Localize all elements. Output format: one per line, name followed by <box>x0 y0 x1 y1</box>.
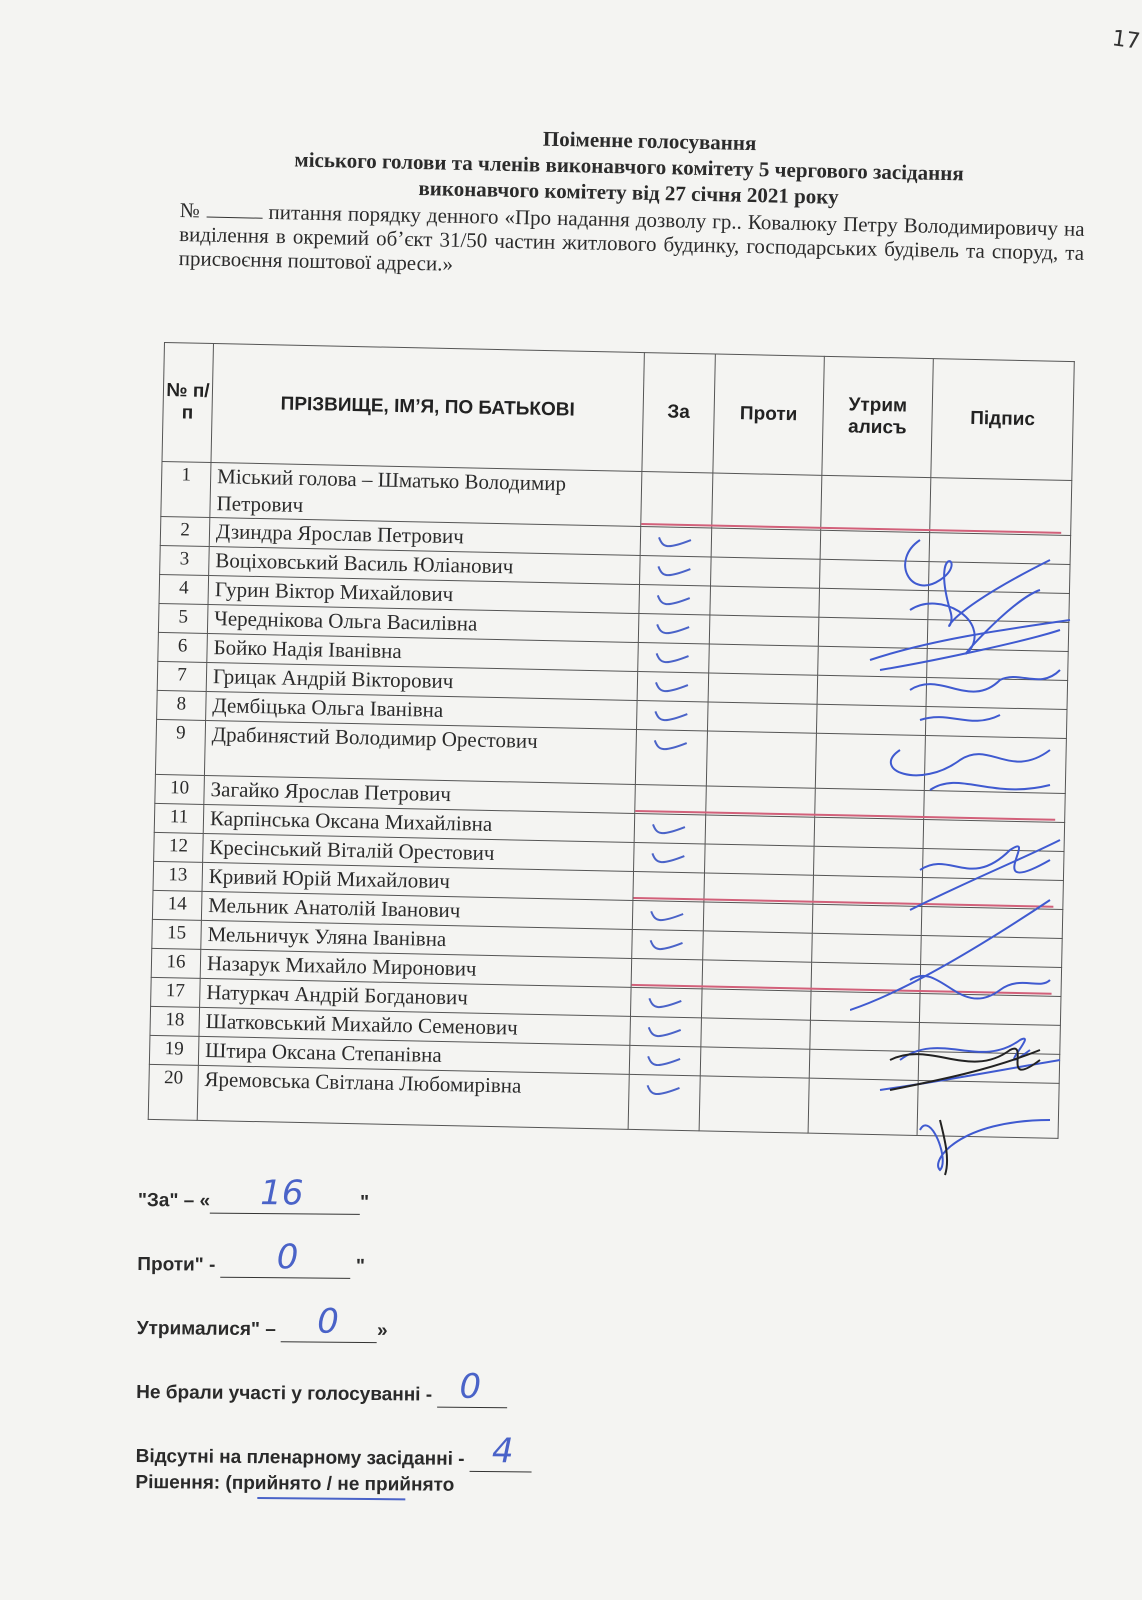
check-mark-icon <box>649 907 685 926</box>
ne-brali-value: 0 <box>459 1366 482 1408</box>
row-number: 2 <box>160 516 210 546</box>
row-number: 14 <box>152 890 202 920</box>
vote-proty-cell <box>701 989 811 1020</box>
proty-end: " <box>355 1255 366 1277</box>
proty-label: Проти" - <box>137 1253 216 1276</box>
row-number: 8 <box>157 690 207 720</box>
vote-za-cell <box>635 729 707 785</box>
vote-proty-cell <box>709 615 819 646</box>
vote-proty-cell <box>711 528 821 559</box>
decision-label: Рішення: (прийнято / не прийнято <box>135 1471 455 1496</box>
vote-proty-cell <box>709 644 819 675</box>
vidsutni-label: Відсутні на пленарному засіданні - <box>135 1445 465 1470</box>
header-za: За <box>642 353 715 473</box>
vote-proty-cell <box>704 844 814 875</box>
vote-za-cell <box>631 958 703 988</box>
vote-proty-cell <box>707 702 817 733</box>
signature-scribbles <box>850 520 1080 1180</box>
vote-za-cell <box>634 813 706 843</box>
signatures-handwritten <box>850 520 1080 1180</box>
member-name: Грицак Андрій Вікторович <box>206 662 638 700</box>
vote-proty-cell <box>700 1047 810 1078</box>
member-name: Кривий Юрій Михайлович <box>202 862 634 900</box>
check-mark-icon <box>650 849 686 868</box>
row-number: 5 <box>158 603 208 633</box>
member-name: Шатковський Михайло Семенович <box>199 1007 631 1045</box>
agenda-description: питання порядку денного «Про надання дозволу гр.. Ковалюку Петру Володимировичу на виділення в окремий об’єкт 31/50 частин житлового будинку, господарських будівель та споруд, та присвоєння поштової адреси.» <box>178 199 1085 276</box>
row-number: 18 <box>150 1006 200 1036</box>
member-name: Драбинястий Володимир Орестович <box>204 720 636 784</box>
number-blank <box>206 217 262 219</box>
check-mark-icon <box>645 1081 681 1100</box>
row-number: 16 <box>151 948 201 978</box>
vidsutni-blank <box>470 1431 532 1473</box>
header-subtitle: міського голови та членів виконавчого комітету 5 чергового засідання <box>294 147 964 186</box>
result-za <box>137 1173 534 1257</box>
vote-za-cell <box>630 987 702 1017</box>
ne-brali-blank <box>437 1366 507 1409</box>
utrym-label: Утрималися" – <box>136 1317 276 1341</box>
check-mark-icon <box>648 936 684 955</box>
vote-za-cell <box>635 784 707 814</box>
vote-za-cell <box>629 1045 701 1075</box>
vote-za-cell <box>640 527 712 557</box>
utrym-end: » <box>377 1320 388 1342</box>
check-mark-icon <box>657 533 693 552</box>
vote-proty-cell <box>702 960 812 991</box>
row-number: 15 <box>152 919 202 949</box>
member-name: Кресінський Віталій Орестович <box>203 833 635 871</box>
member-name: Міський голова – Шматько Володимир Петрович <box>210 463 642 527</box>
member-name: Назарук Михайло Миронович <box>200 949 632 987</box>
row-number: 7 <box>157 661 207 691</box>
vote-za-cell <box>638 614 710 644</box>
check-mark-icon <box>653 707 689 726</box>
utrym-value: 0 <box>317 1301 340 1342</box>
za-end: " <box>359 1191 370 1214</box>
vote-za-cell <box>633 871 705 901</box>
member-name: Мельник Анатолій Іванович <box>201 891 633 929</box>
check-mark-icon <box>647 994 683 1013</box>
member-name: Загайко Ярослав Петрович <box>204 775 636 813</box>
vote-proty-cell <box>704 873 814 904</box>
vote-proty-cell <box>706 786 816 817</box>
vote-proty-cell <box>705 815 815 846</box>
row-number: 17 <box>151 977 201 1007</box>
number-sign: № <box>179 198 201 223</box>
proty-blank <box>221 1237 351 1279</box>
decision-underline <box>257 1497 405 1500</box>
vote-proty-cell <box>699 1076 809 1133</box>
vote-proty-cell <box>703 902 813 933</box>
vote-proty-cell <box>712 473 822 530</box>
vote-proty-cell <box>701 1018 811 1049</box>
vote-proty-cell <box>703 931 813 962</box>
vote-za-cell <box>636 700 708 730</box>
result-vidsutni <box>135 1431 532 1475</box>
header-date-line: виконавчого комітету від 27 січня 2021 року <box>418 176 839 209</box>
voting-results <box>135 1173 534 1497</box>
vote-za-cell <box>634 842 706 872</box>
vote-za-cell <box>638 642 710 672</box>
vote-za-cell <box>628 1074 700 1130</box>
za-label: "За" – « <box>137 1190 211 1212</box>
header-utrym: Утрим алисъ <box>822 356 933 477</box>
check-mark-icon <box>656 591 692 610</box>
row-number: 4 <box>159 574 209 604</box>
header-title: Поіменне голосування <box>542 126 757 156</box>
vote-proty-cell <box>706 731 816 788</box>
row-number: 12 <box>154 832 204 862</box>
vote-za-cell <box>632 929 704 959</box>
row-number: 3 <box>160 545 210 575</box>
utrym-blank <box>281 1301 377 1343</box>
za-value: 16 <box>259 1173 304 1214</box>
row-number: 11 <box>154 803 204 833</box>
ne-brali-label: Не брали участі у голосуванні - <box>136 1381 433 1406</box>
member-name: Карпінська Оксана Михайлівна <box>203 804 635 842</box>
row-number: 6 <box>158 632 208 662</box>
vidsutni-value: 4 <box>491 1431 514 1472</box>
member-name: Бойко Надія Іванівна <box>207 633 639 671</box>
result-decision <box>135 1472 531 1497</box>
row-number: 13 <box>153 861 203 891</box>
proty-value: 0 <box>276 1237 299 1278</box>
member-name: Дембіцька Ольга Іванівна <box>206 691 638 729</box>
member-name: Гурин Віктор Михайлович <box>208 575 640 613</box>
header-proty: Проти <box>713 354 824 475</box>
vote-za-cell <box>632 900 704 930</box>
vote-za-cell <box>640 556 712 586</box>
header-signature: Підпис <box>931 359 1074 481</box>
row-number: 1 <box>161 461 211 517</box>
member-name: Натуркач Андрій Богданович <box>200 978 632 1016</box>
page-number-handwritten: 17 <box>1110 26 1142 55</box>
row-number: 9 <box>155 719 205 775</box>
member-name: Штира Оксана Степанівна <box>198 1036 630 1074</box>
table-header-row <box>162 343 1074 481</box>
row-number: 10 <box>155 774 205 804</box>
vote-za-cell <box>637 671 709 701</box>
member-name: Яремовська Світлана Любомирівна <box>197 1065 629 1129</box>
result-ne-brali <box>136 1366 533 1449</box>
vote-proty-cell <box>708 673 818 704</box>
check-mark-icon <box>656 562 692 581</box>
check-mark-icon <box>652 736 688 755</box>
member-name: Воціховський Василь Юліанович <box>209 546 641 584</box>
header-num: № п/п <box>162 343 213 463</box>
vote-proty-cell <box>710 586 820 617</box>
vote-za-cell <box>639 585 711 615</box>
check-mark-icon <box>655 620 691 639</box>
check-mark-icon <box>646 1052 682 1071</box>
header-name: ПРІЗВИЩЕ, ІМ’Я, ПО БАТЬКОВІ <box>211 344 644 472</box>
check-mark-icon <box>651 820 687 839</box>
vote-proty-cell <box>711 557 821 588</box>
vote-za-cell <box>641 472 713 528</box>
check-mark-icon <box>646 1023 682 1042</box>
check-mark-icon <box>654 678 690 697</box>
row-number: 20 <box>148 1064 198 1120</box>
member-name: Дзиндра Ярослав Петрович <box>209 517 641 555</box>
member-name: Череднікова Ольга Василівна <box>207 604 639 642</box>
za-blank <box>210 1173 360 1215</box>
row-number: 19 <box>149 1035 199 1065</box>
member-name: Мельничук Уляна Іванівна <box>201 920 633 958</box>
check-mark-icon <box>654 649 690 668</box>
vote-za-cell <box>630 1016 702 1046</box>
